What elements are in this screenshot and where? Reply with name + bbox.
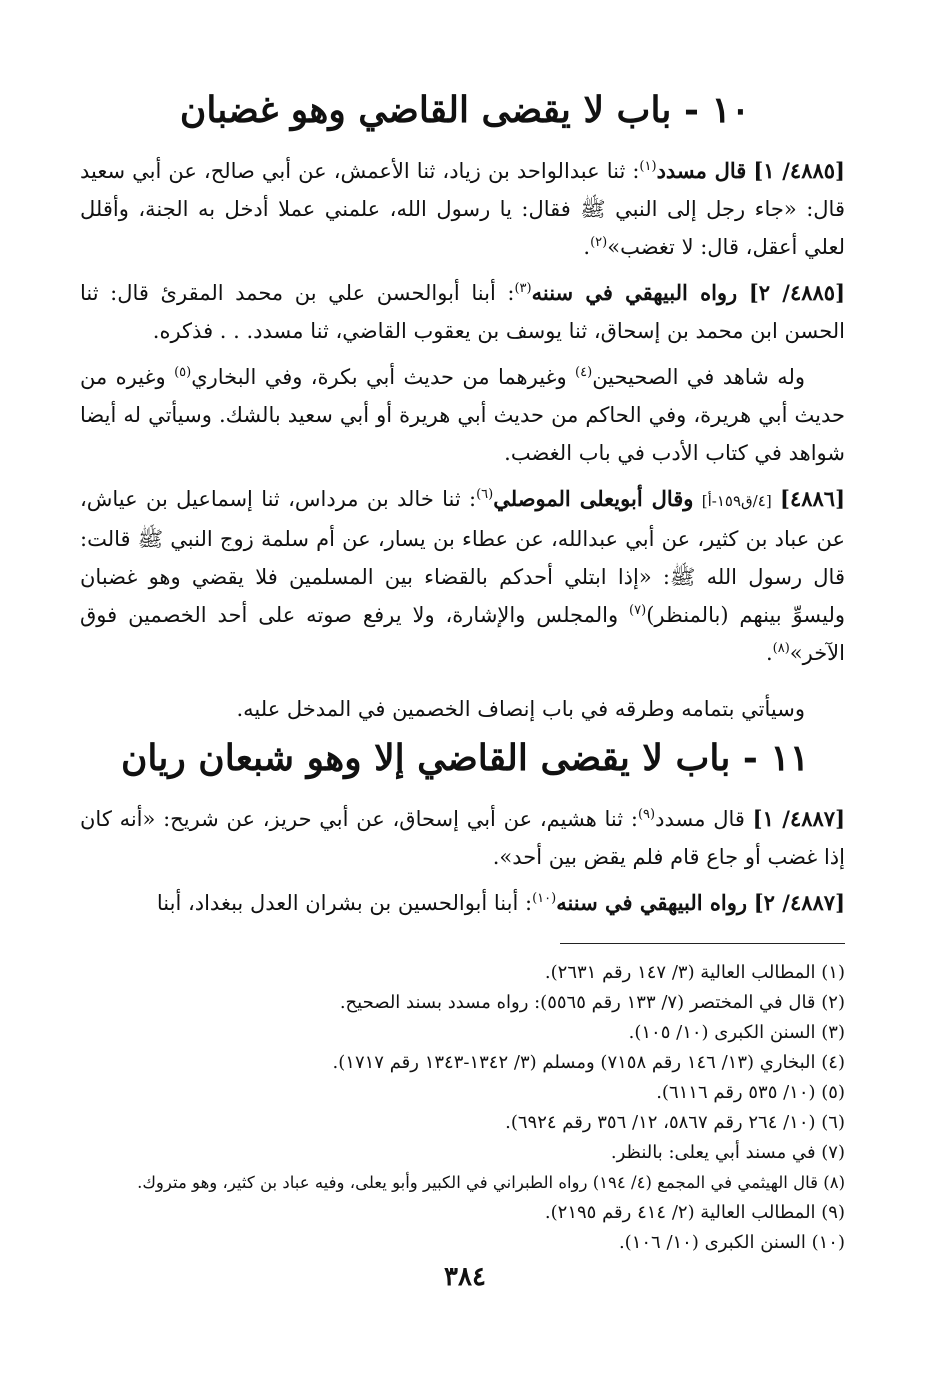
hadith-text: والمجلس والإشارة، ولا يرفع صوته على أحد الخصمين فوق الآخر»	[80, 603, 845, 665]
manuscript-ref: [٤/ق١٥٩-أ]	[701, 492, 772, 510]
footnote-item: (٣) السنن الكبرى (١٠/ ١٠٥).	[628, 1022, 845, 1043]
hadith-paragraph	[80, 152, 845, 266]
footnote-item: (٢) قال في المختصر (٧/ ١٣٣ رقم ٥٥٦٥): رواه مسدد بسند الصحيح.	[339, 992, 845, 1013]
hadith-text: : أبنا أبوالحسين بن بشران العدل ببغداد، أبنا	[156, 891, 533, 915]
commentary-paragraph	[80, 690, 845, 728]
hadith-paragraph	[80, 480, 845, 672]
hadith-number: [٤٨٨٦]	[780, 486, 845, 511]
narrator-lead: وقال أبويعلى الموصلي	[493, 486, 694, 511]
punctuation: .	[765, 641, 773, 665]
footnote-marker: (٢)	[590, 235, 608, 250]
hadith-number: [٤٨٨٧/ ٢]	[753, 890, 845, 915]
footnote-item: (٧) في مسند أبي يعلى: بالنظر.	[610, 1142, 845, 1163]
footnote-marker: (١٠)	[532, 891, 557, 906]
footnote-marker: (٧)	[629, 603, 647, 618]
commentary-text: وله شاهد في الصحيحين	[592, 365, 805, 389]
narrator-lead: قال مسدد	[655, 807, 745, 831]
footnote-item: (١٠) السنن الكبرى (١٠/ ١٠٦).	[618, 1232, 845, 1253]
commentary-text: وغيرهما من حديث أبي بكرة، وفي البخاري	[191, 365, 576, 389]
hadith-number: [٤٨٨٥/ ١]	[753, 158, 845, 183]
commentary-paragraph	[80, 358, 845, 472]
commentary-text: وسيأتي بتمامه وطرقه في باب إنصاف الخصمين في المدخل عليه.	[236, 697, 805, 721]
hadith-number: [٤٨٨٥/ ٢]	[748, 280, 845, 305]
hadith-text: : ثنا هشيم، عن أبي إسحاق، عن أبي حريز، عن شريح: «أنه كان إذا غضب أو جاع قام فلم يقض بين أحد».	[80, 807, 845, 869]
footnote-marker: (٨)	[772, 641, 790, 656]
footnote-divider	[560, 943, 845, 944]
commentary-text: وغيره من حديث أبي هريرة، وفي الحاكم من حديث أبي هريرة أو أبي سعيد بالشك. وسيأتي له أيضا شواهد في كتاب الأدب في باب الغضب.	[80, 365, 845, 465]
footnote-marker: (٩)	[637, 807, 656, 822]
footnote-marker: (٣)	[514, 281, 532, 296]
footnote-item: (٨) قال الهيثمي في المجمع (٤/ ١٩٤) رواه الطبراني في الكبير وأبو يعلى، وفيه عباد بن كثير، وهو متروك.	[137, 1173, 845, 1192]
hadith-text: : ثنا عبدالواحد بن زياد، ثنا الأعمش، عن أبي صالح، عن أبي سعيد قال: «جاء رجل إلى النبي ﷺ فقال: يا رسول الله، علمني عملا أدخل به الجنة، وأقلل لعلي أعقل، قال: لا تغضب»	[80, 159, 845, 259]
footnotes	[72, 958, 845, 1258]
narrator-lead: رواه البيهقي في سننه	[556, 890, 748, 915]
hadith-text: : أبنا أبوالحسن علي بن محمد المقرئ قال: ثنا الحسن ابن محمد بن إسحاق، ثنا يوسف بن يعقوب القاضي، ثنا مسدد. . . فذكره.	[80, 281, 845, 343]
hadith-paragraph	[80, 800, 845, 876]
punctuation: .	[583, 235, 591, 259]
section-body	[80, 800, 845, 930]
hadith-paragraph	[80, 274, 845, 350]
section-body	[80, 152, 845, 736]
narrator-lead: رواه البيهقي في سننه	[531, 280, 738, 305]
footnote-marker: (١)	[639, 159, 657, 174]
hadith-number: [٤٨٨٧/ ١]	[752, 806, 845, 831]
footnote-marker: (٦)	[476, 487, 494, 502]
footnote-marker: (٤)	[575, 365, 593, 380]
footnote-item: (٦) (١٠/ ٢٦٤ رقم ٥٨٦٧، ١٢/ ٣٥٦ رقم ٦٩٢٤).	[505, 1112, 845, 1133]
hadith-text: : ثنا خالد بن مرداس، ثنا إسماعيل بن عياش، عن عباد بن كثير، عن أبي عبدالله، عن عطاء بن يسار، عن أم سلمة زوج النبي ﷺ قالت: قال رسول الله ﷺ: «إذا ابتلي أحدكم بالقضاء بين المسلمين فلا يقضي وهو غضبان وليسوِّ بينهم (بالمنظر)	[80, 487, 845, 627]
page-number: ٣٨٤	[444, 1262, 486, 1292]
footnote-item: (٩) المطالب العالية (٢/ ٤١٤ رقم ٢١٩٥).	[544, 1202, 845, 1223]
chapter-title: ١١ - باب لا يقضى القاضي إلا وهو شبعان ريان	[120, 737, 810, 779]
footnote-item: (٤) البخاري (١٣/ ١٤٦ رقم ٧١٥٨) ومسلم (٣/ ١٣٤٢-١٣٤٣ رقم ١٧١٧).	[332, 1052, 845, 1073]
footnote-item: (١) المطالب العالية (٣/ ١٤٧ رقم ٢٦٣١).	[544, 962, 845, 983]
footnote-item: (٥) (١٠/ ٥٣٥ رقم ٦١١٦).	[656, 1082, 845, 1103]
narrator-lead: قال مسدد	[656, 158, 747, 183]
hadith-paragraph	[80, 884, 845, 922]
footnote-marker: (٥)	[174, 365, 192, 380]
chapter-title: ١٠ - باب لا يقضى القاضي وهو غضبان	[179, 89, 751, 131]
